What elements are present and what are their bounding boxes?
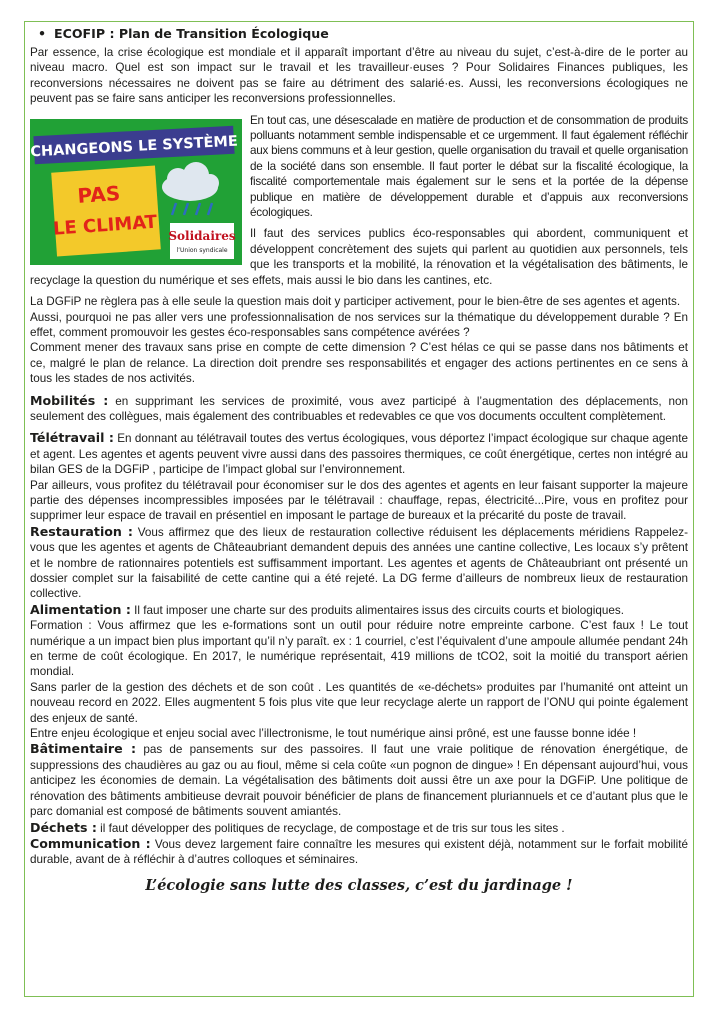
comment-paragraph: Comment mener des travaux sans prise en compte de cette dimension ? C’est hélas ce qui se passe dans nos bâtiments et ce, malgré le plan de relance. La direction doit prendre ses responsabilités et engager des actions pertinentes en ce sens à tous les stades de nos activités. <box>30 341 688 386</box>
poster-sign <box>51 165 161 256</box>
dechets-label: Déchets : <box>30 819 97 835</box>
mobilites-label: Mobilités : <box>30 392 109 408</box>
teletravail-paragraph <box>30 430 688 477</box>
restauration-paragraph <box>30 524 688 602</box>
poster-climat-text: LE CLIMAT <box>52 211 158 240</box>
batimentaire-label: Bâtimentaire : <box>30 741 137 757</box>
bullet: • <box>38 26 47 41</box>
closing-slogan: L’écologie sans lutte des classes, c’est du jardinage ! <box>145 876 573 894</box>
logo-text: Solidaires <box>168 228 236 243</box>
logo-subtitle: l’Union syndicale <box>176 246 228 254</box>
alimentation-label: Alimentation : <box>30 601 131 617</box>
teletravail-text: En donnant au télétravail toutes des vertus écologiques, vous déportez l’impact écologique sur chaque agente et agent. Les agentes et agents peuvent vivre aussi dans des passoires thermiques, ce coût énergétique, certes non intégré au bilan GES de la DGFiP , participe de l’impact global sur l’environnement. <box>30 432 689 477</box>
poster-pas-text: PAS <box>76 180 121 208</box>
enjeu-paragraph: Entre enjeu écologique et enjeu social avec l’illectronisme, le tout numérique ainsi prôné, est une fausse bonne idée ! <box>30 727 637 741</box>
dechets-paragraph <box>30 820 688 836</box>
desescalade-paragraph: En tout cas, une désescalade en matière de production et de consommation de produits polluants notamment semble indispensable et ce urgemment. Il faut également réfléchir aux biens communs et à leur gestion, quelle organisation du travail et quelle organisation de la société dans son ensemble. Il faut porter le débat sur la fiscalité écologique, la fiscalité comportementale mais également sur le sens et la portée de la dépense publique en matière de développement durable et d’appuis aux reconversions écologiques. <box>250 113 688 220</box>
dechets-text: il faut développer des politiques de recyclage, de compostage et de tris sur tous les sites . <box>96 821 565 835</box>
teletravail-label: Télétravail : <box>30 430 114 446</box>
communication-paragraph <box>30 836 688 868</box>
heading-title: ECOFIP : Plan de Transition Écologique <box>54 26 329 41</box>
section-heading <box>38 26 688 42</box>
communication-text: Vous devez largement faire connaître les mesures qui existent déjà, notamment sur le forfait mobilité durable, avant de à réfléchir à d’autres colloques et séminaires. <box>30 837 688 867</box>
teletravail-paragraph-2: Par ailleurs, vous profitez du télétravail pour économiser sur le dos des agentes et agents en leur faisant supporter la majeure partie des dépenses incompressibles imposées par le télétravail : chauffage, repas, électricité...Pire, vous en profitez pour supprimer leur espace de travail en présentiel en imposant le partage de bureaux et la précarité du poste de travail. <box>30 478 688 523</box>
alimentation-paragraph <box>30 602 688 618</box>
communication-label: Communication : <box>30 835 151 851</box>
mobilites-text: en supprimant les services de proximité, vous avez participé à l’augmentation des déplacements, non seulement des collègues, mais également des contribuables et redevables ce que vos documents occultent complètement. <box>30 394 688 423</box>
dgfip-paragraph: La DGFiP ne règlera pas à elle seule la question mais doit y participer activement, pour le bien-être de ses agentes et agents. <box>30 295 681 309</box>
campaign-poster <box>30 119 242 265</box>
restauration-text: Vous affirmez que des lieux de restauration collective réduisent les déplacements méridiens Rappelez-vous que les agentes et agents de Châteaubriant demandent depuis des années une cantine collective, Les locaux s’y prêtent et le nombre de rationnaires potentiels est suffisamment important. Les agentes et agents de Châteaubriant ont présenté un dossier complet sur la faisabilité de cette cantine qui a été rejeté. La DG ferme d’ailleurs de nombreux lieux de restauration collective. <box>30 525 689 601</box>
aussi-paragraph: Aussi, pourquoi ne pas aller vers une professionnalisation de nos services sur la thématique du développement durable ? En effet, comment promouvoir les gestes éco-responsables sans compétence avérées ? <box>30 310 688 339</box>
formation-paragraph: Formation : Vous affirmez que les e-formations sont un outil pour réduire notre empreinte carbone. C’est faux ! Le tout numérique a un impact bien plus important qu’il n’y paraît. ex : 1 courriel, c’est l’équivalent d’une ampoule allumée pendant 24h en terme de coût écologique. En 2017, le numérique représentait, 419 millions de tCO2, soit la moitié du transport aérien mondial. <box>30 619 688 679</box>
services-paragraph: Il faut des services publics éco-responsables qui abordent, communiquent et développent concrètement des sujets qui parlent au quotidien aux personnels, tels que les transports et la mobilité, la rénovation et la végétalisation des bâtiments, le recyclage la question du numérique et ses effets, mais aussi le bio dans les cantines, etc. <box>30 227 688 287</box>
mobilites-paragraph <box>30 393 688 425</box>
document-body <box>30 26 688 893</box>
alimentation-text: Il faut imposer une charte sur des produits alimentaires issus des circuits courts et biologiques. <box>130 603 624 617</box>
batimentaire-text: pas de pansements sur des passoires. Il faut une vraie politique de rénovation énergétique, de suppressions des chaudières au gaz ou au fioul, même si cela coûte «un pognon de dingue» ! En dépensant aujourd’hui, vous anticipez les économies de demain. La végétalisation des bâtiments doit aussi être un axe pour la DGFiP. Une politique de rénovation des bâtiments ambitieuse devrait pouvoir bénéficier de plans de financement pluriannuels et ce d’autant plus que le parc domanial est composé de bâtiments souvent amiantés. <box>30 743 688 819</box>
restauration-label: Restauration : <box>30 523 133 539</box>
poster-banner-text: CHANGEONS LE SYSTÈME <box>30 133 239 161</box>
batimentaire-paragraph <box>30 741 688 819</box>
intro-paragraph: Par essence, la crise écologique est mondiale et il apparaît important d’être au niveau du sujet, c’est-à-dire de le porter au niveau macro. Quel est son impact sur le travail et les travailleur·euses ? Pour Solidaires Finances publiques, les reconversions nécessaires ne doivent pas se faire au détriment des salarié·es. Aussi, les reconversions écologiques ne peuvent pas se faire sans anticiper les reconversions professionnelles. <box>30 46 688 106</box>
dechets-gestion-paragraph: Sans parler de la gestion des déchets et de son coût . Les quantités de «e-déchets» produites par l’humanité ont atteint un nouveau record en 2022. Elles augmentent 5 fois plus vite que leur recyclage alerte un rapport de l’ONU qui pointe également des enjeux de santé. <box>30 680 688 725</box>
